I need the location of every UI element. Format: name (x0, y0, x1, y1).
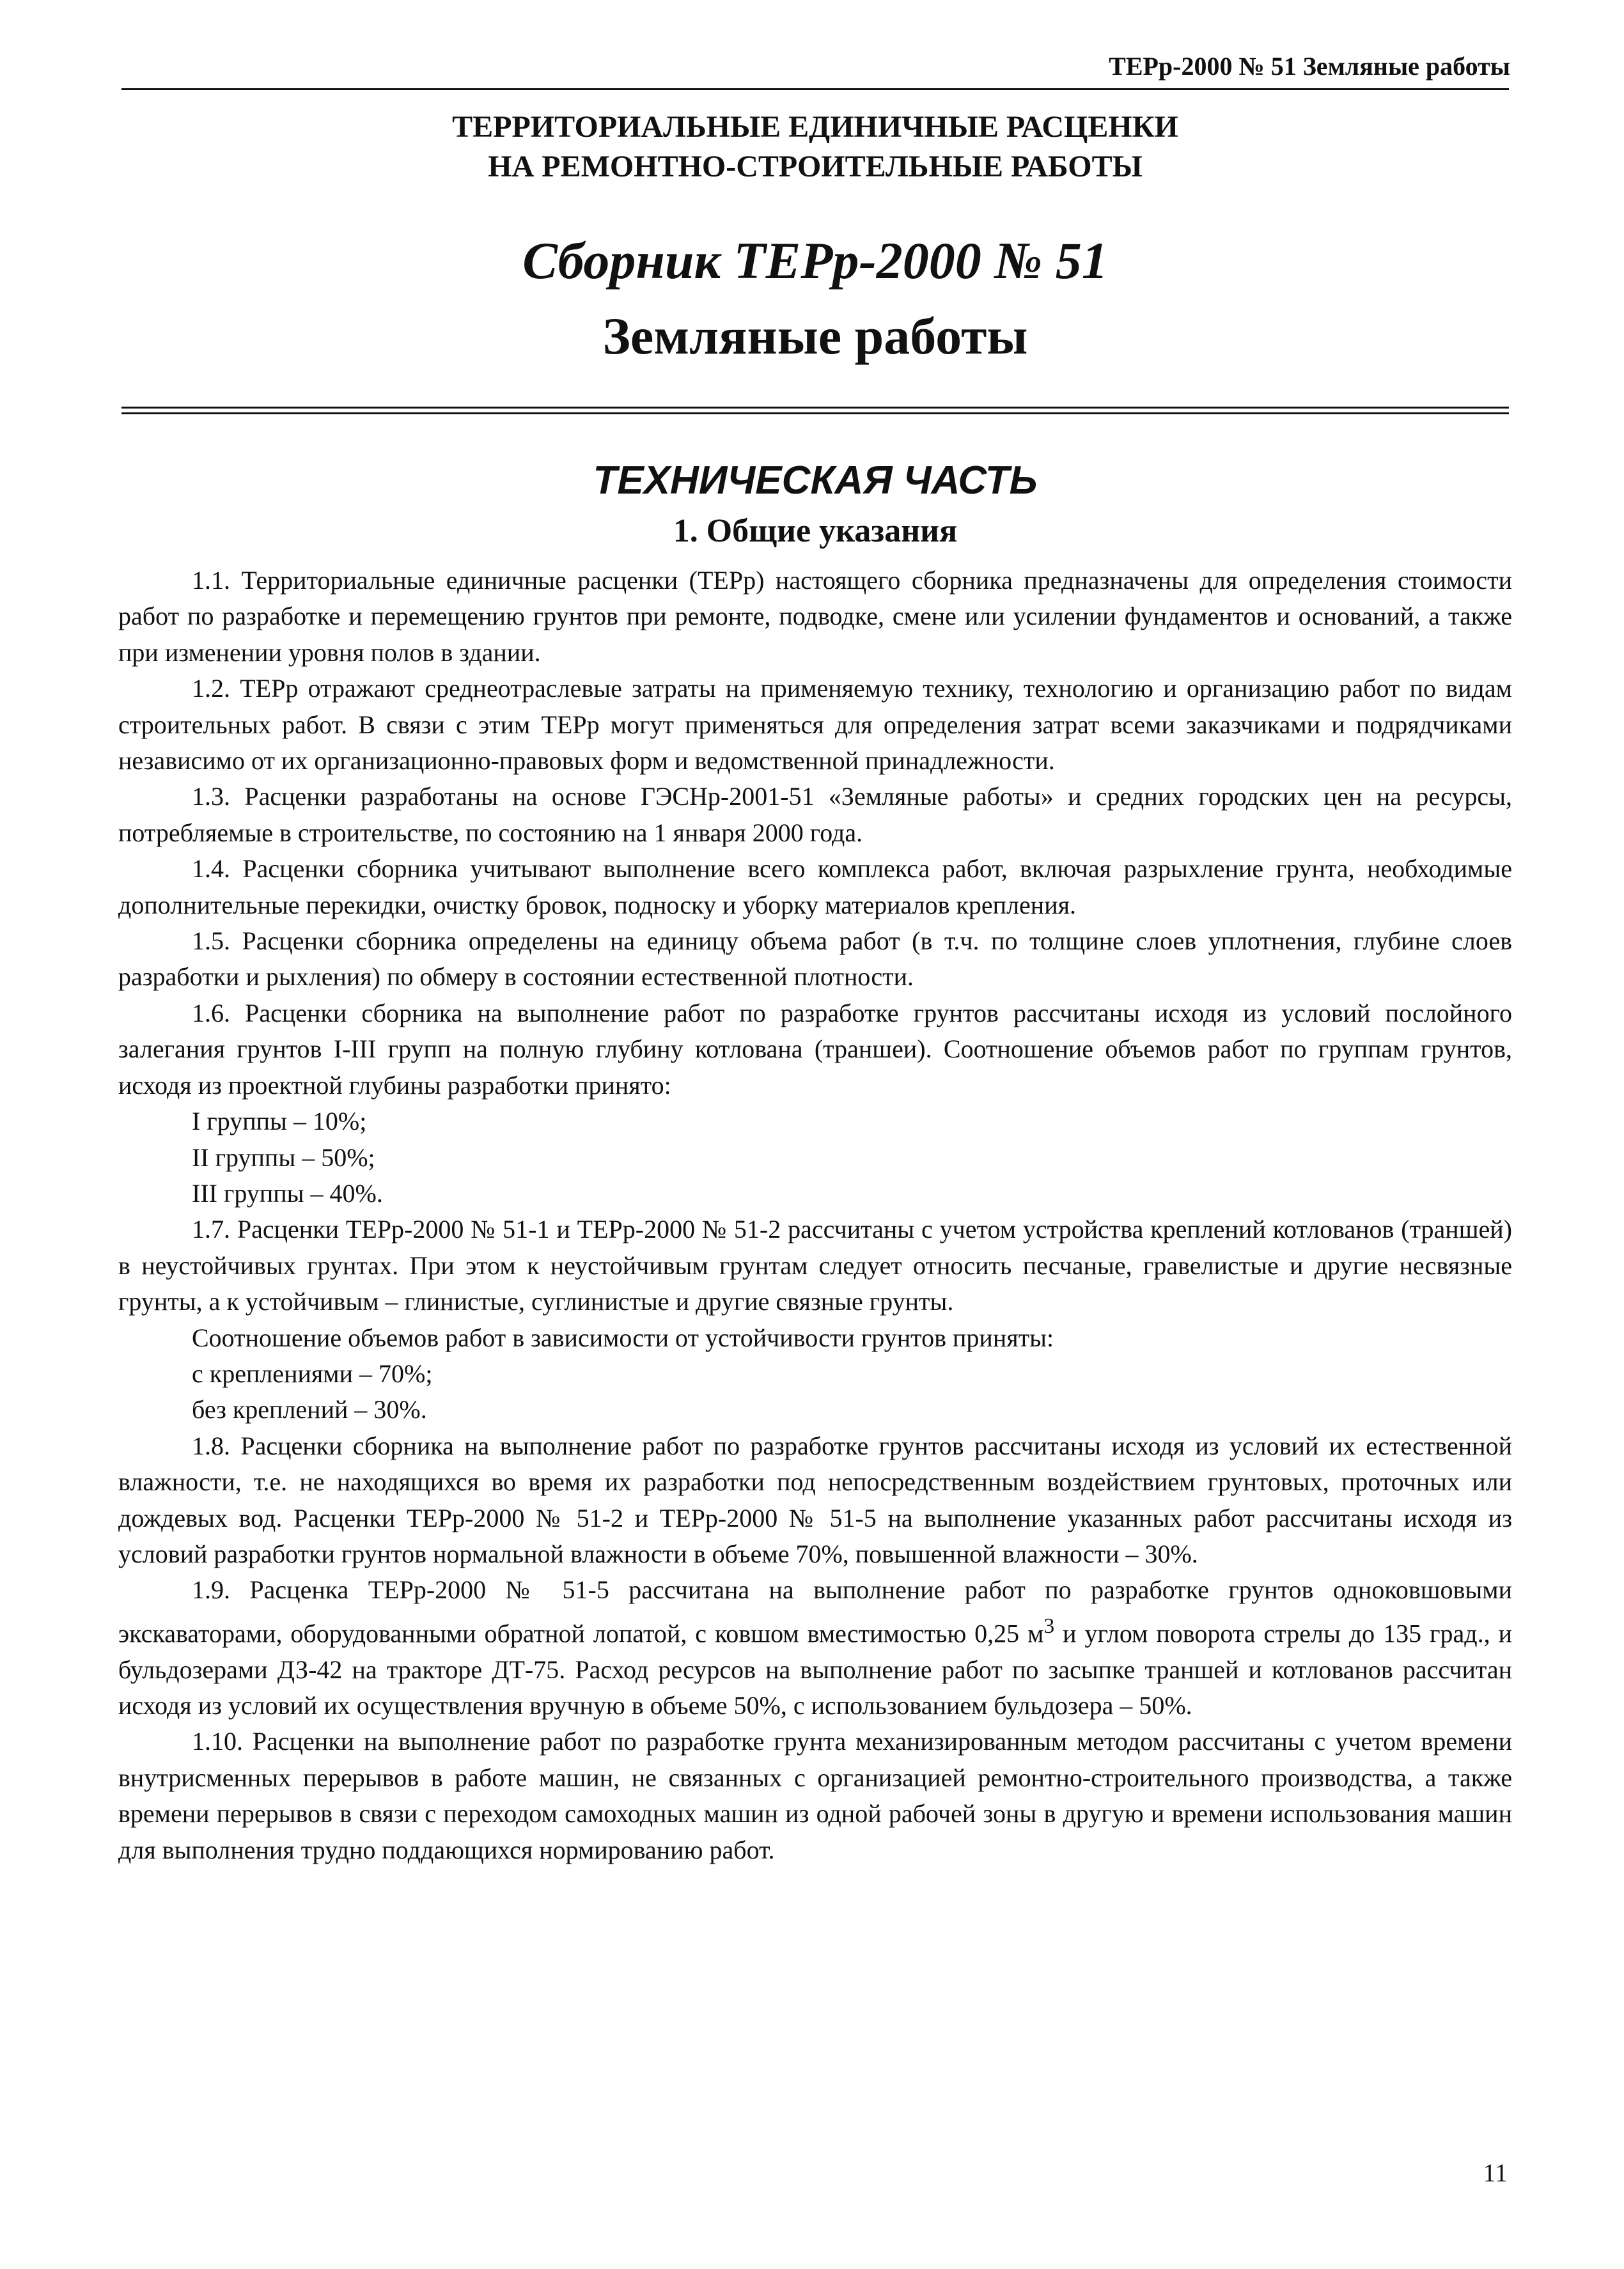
document-title (121, 107, 1509, 187)
header-rule (121, 88, 1509, 90)
paragraph-1-9 (118, 1572, 1512, 1724)
superscript-cubic: 3 (1043, 1614, 1055, 1638)
paragraph-1-2: 1.2. ТЕРр отражают среднеотраслевые затраты на применяемую технику, технологию и организацию работ по видам строительных работ. В связи с этим ТЕРр могут применяться для определения затрат всеми заказчиками и подрядчиками независимо от их организационно-правовых форм и ведомственной принадлежности. (118, 674, 1512, 776)
paragraph-1-8: 1.8. Расценки сборника на выполнение работ по разработке грунтов рассчитаны исходя из условий их естественной влажности, т.е. не находящихся во время их разработки под непосредственным воздействием грунтовых, проточных или дождевых вод. Расценки ТЕРр-2000 № 51-2 и ТЕРр-2000 № 51-5 на выполнение указанных работ рассчитаны исходя из условий разработки грунтов нормальной влажности в объеме 70%, повышенной влажности – 30%. (118, 1431, 1512, 1568)
body-text (118, 563, 1512, 1868)
list-item: III группы – 40%. (192, 1178, 383, 1208)
section-divider (121, 407, 1509, 414)
subsection-title: 1. Общие указания (673, 513, 958, 549)
section-title: ТЕХНИЧЕСКАЯ ЧАСТЬ (593, 458, 1038, 503)
paragraph-1-7: 1.7. Расценки ТЕРр-2000 № 51-1 и ТЕРр-2000 № 51-2 рассчитаны с учетом устройства креплений котлованов (траншей) в неустойчивых грунтах. При этом к неустойчивым грунтам следует относить песчаные, гравелистые и другие несвязные грунты, а к устойчивым – глинистые, суглинистые и другие связные грунты. (118, 1215, 1512, 1316)
collection-subject: Земляные работы (602, 307, 1028, 365)
paragraph-1-10: 1.10. Расценки на выполнение работ по разработке грунта механизированным методом рассчитаны с учетом времени внутрисменных перерывов в работе машин, не связанных с организацией ремонтно-строительного производства, а также времени перерывов в связи с переходом самоходных машин из одной рабочей зоны в другую и времени использования машин для выполнения трудно поддающихся нормированию работ. (118, 1727, 1512, 1864)
running-header: ТЕРр-2000 № 51 Земляные работы (1109, 52, 1510, 81)
document-title-line-1: ТЕРРИТОРИАЛЬНЫЕ ЕДИНИЧНЫЕ РАСЦЕНКИ (452, 110, 1178, 144)
paragraph-1-4: 1.4. Расценки сборника учитывают выполнение всего комплекса работ, включая разрыхление грунта, необходимые дополнительные перекидки, очистку бровок, подноску и уборку материалов крепления. (118, 854, 1512, 919)
paragraph-1-1: 1.1. Территориальные единичные расценки (ТЕРр) настоящего сборника предназначены для определения стоимости работ по разработке и перемещению грунтов при ремонте, подводке, смене или усилении фундаментов и оснований, а также при изменении уровня полов в здании. (118, 566, 1512, 667)
paragraph-1-7-lead: Соотношение объемов работ в зависимости от устойчивости грунтов приняты: (192, 1323, 1054, 1352)
paragraph-1-9-part-a: 1.9. Расценка ТЕРр-2000 № 51-5 рассчитана на выполнение работ по разработке грунтов одноковшовыми экскаваторами, оборудованными обратной лопатой, с ковшом вместимостью 0,25 м (118, 1575, 1512, 1648)
list-item: с креплениями – 70%; (192, 1359, 433, 1388)
paragraph-1-9-part-b: и углом поворота стрелы до 135 град., и бульдозерами ДЗ-42 на тракторе ДТ-75. Расход ресурсов на выполнение работ по засыпке траншей и котлованов рассчитан исходя из условий их осуществления вручную в объеме 50%, с использованием бульдозера – 50%. (118, 1619, 1512, 1720)
list-item: II группы – 50%; (192, 1142, 375, 1172)
document-title-line-2: НА РЕМОНТНО-СТРОИТЕЛЬНЫЕ РАБОТЫ (488, 150, 1143, 183)
list-item: I группы – 10%; (192, 1107, 367, 1136)
page-number: 11 (1483, 2158, 1508, 2187)
list-item: без креплений – 30%. (192, 1395, 427, 1424)
paragraph-1-5: 1.5. Расценки сборника определены на единицу объема работ (в т.ч. по толщине слоев уплотнения, глубине слоев разработки и рыхления) по обмеру в состоянии естественной плотности. (118, 926, 1512, 992)
paragraph-1-6: 1.6. Расценки сборника на выполнение работ по разработке грунтов рассчитаны исходя из условий послойного залегания грунтов I-III групп на полную глубину котлована (траншеи). Соотношение объемов работ по группам грунтов, исходя из проектной глубины разработки принято: (118, 998, 1512, 1100)
paragraph-1-3: 1.3. Расценки разработаны на основе ГЭСНр-2001-51 «Земляные работы» и средних городских цен на ресурсы, потребляемые в строительстве, по состоянию на 1 января 2000 года. (118, 782, 1512, 847)
collection-title: Сборник ТЕРр-2000 № 51 (522, 231, 1108, 290)
